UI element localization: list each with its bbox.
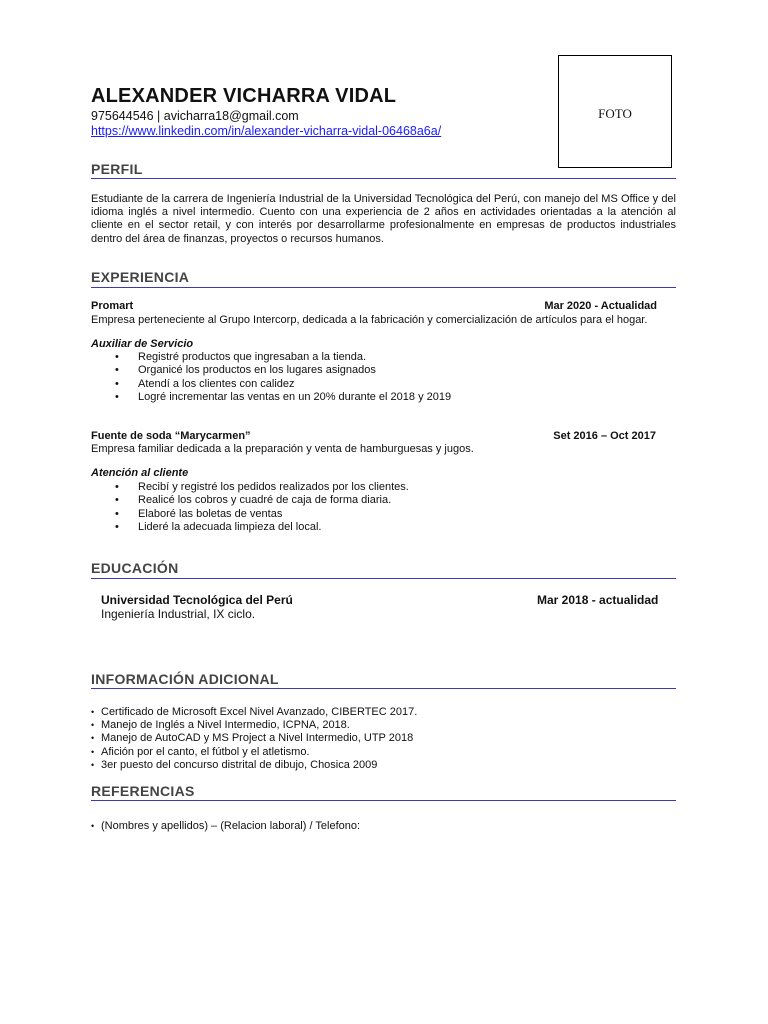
list-item: • Organicé los productos en los lugares asignados [115, 364, 451, 377]
job-tasks [115, 351, 451, 404]
job-company: Promart [91, 300, 134, 312]
contact-line: 975644546 | avicharra18@gmail.com [91, 109, 299, 123]
job-role: Auxiliar de Servicio [91, 338, 194, 350]
list-item: • Elaboré las boletas de ventas [115, 508, 409, 521]
job-dates: Mar 2020 - Actualidad [544, 300, 657, 312]
list-item: • Atendí a los clientes con calidez [115, 378, 451, 391]
job-tasks [115, 481, 409, 534]
list-item: • Manejo de Inglés a Nivel Intermedio, ICPNA, 2018. [91, 719, 417, 732]
candidate-name: ALEXANDER VICHARRA VIDAL [91, 85, 397, 107]
education-dates: Mar 2018 - actualidad [537, 593, 659, 607]
section-divider [91, 578, 676, 579]
list-item: • Manejo de AutoCAD y MS Project a Nivel Intermedio, UTP 2018 [91, 732, 417, 745]
photo-label: FOTO [598, 106, 632, 121]
section-title-perfil: PERFIL [91, 161, 143, 177]
job-role: Atención al cliente [91, 467, 189, 479]
section-title-experiencia: EXPERIENCIA [91, 269, 190, 285]
references-list [91, 820, 360, 833]
section-divider [91, 287, 676, 288]
list-item: • Lideré la adecuada limpieza del local. [115, 521, 409, 534]
additional-info-list [91, 706, 417, 772]
section-divider [91, 800, 676, 801]
section-divider [91, 178, 676, 179]
section-title-referencias: REFERENCIAS [91, 783, 195, 799]
list-item: • 3er puesto del concurso distrital de dibujo, Chosica 2009 [91, 759, 417, 772]
list-item: • Afición por el canto, el fútbol y el atletismo. [91, 746, 417, 759]
photo-placeholder [558, 55, 672, 168]
job-company: Fuente de soda “Marycarmen” [91, 430, 251, 442]
list-item: • Certificado de Microsoft Excel Nivel Avanzado, CIBERTEC 2017. [91, 706, 417, 719]
profile-summary: Estudiante de la carrera de Ingeniería Industrial de la Universidad Tecnológica del Perú, con manejo del MS Office y del idioma inglés a nivel intermedio. Cuento con una experiencia de 2 años en actividades orientadas a la atención al cliente en el sector retail, y con interés por desarrollarme profesionalmente en empresas de productos industriales dentro del área de finanzas, proyectos o recursos humanos. [91, 193, 676, 245]
section-title-adicional: INFORMACIÓN ADICIONAL [91, 671, 279, 687]
linkedin-link[interactable]: https://www.linkedin.com/in/alexander-vicharra-vidal-06468a6a/ [91, 124, 442, 138]
list-item: • Logré incrementar las ventas en un 20% durante el 2018 y 2019 [115, 391, 451, 404]
job-description: Empresa familiar dedicada a la preparación y venta de hamburguesas y jugos. [91, 443, 474, 455]
list-item: • Realicé los cobros y cuadré de caja de forma diaria. [115, 494, 409, 507]
list-item: • (Nombres y apellidos) – (Relacion laboral) / Telefono: [91, 820, 360, 833]
section-title-educacion: EDUCACIÓN [91, 560, 179, 576]
job-dates: Set 2016 – Oct 2017 [553, 430, 656, 442]
job-description: Empresa perteneciente al Grupo Intercorp, dedicada a la fabricación y comercialización de artículos para el hogar. [91, 314, 648, 326]
list-item: • Registré productos que ingresaban a la tienda. [115, 351, 451, 364]
education-school: Universidad Tecnológica del Perú [101, 593, 293, 607]
section-divider [91, 688, 676, 689]
list-item: • Recibí y registré los pedidos realizados por los clientes. [115, 481, 409, 494]
education-degree: Ingeniería Industrial, IX ciclo. [101, 607, 256, 621]
